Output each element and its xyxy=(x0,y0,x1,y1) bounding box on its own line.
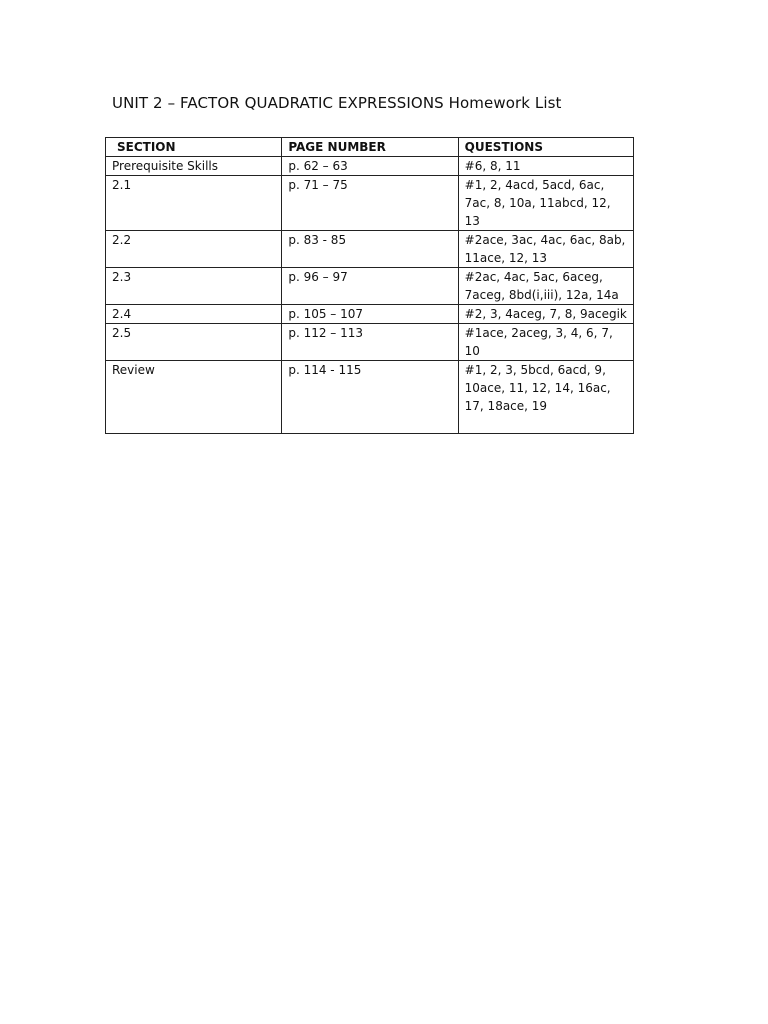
table-row xyxy=(106,231,634,268)
table-header-row xyxy=(106,138,634,157)
cell-section: Review xyxy=(106,361,282,434)
cell-section: 2.1 xyxy=(106,176,282,231)
document-title: UNIT 2 – FACTOR QUADRATIC EXPRESSIONS Homework List xyxy=(112,94,562,112)
header-section: SECTION xyxy=(106,138,282,157)
cell-section: 2.4 xyxy=(106,305,282,324)
cell-page: p. 71 – 75 xyxy=(282,176,458,231)
cell-questions: #1, 2, 3, 5bcd, 6acd, 9, 10ace, 11, 12, 14, 16ac, 17, 18ace, 19 xyxy=(458,361,633,434)
cell-questions: #1ace, 2aceg, 3, 4, 6, 7, 10 xyxy=(458,324,633,361)
cell-questions: #2ac, 4ac, 5ac, 6aceg, 7aceg, 8bd(i,iii), 12a, 14a xyxy=(458,268,633,305)
cell-questions: #6, 8, 11 xyxy=(458,157,633,176)
cell-page: p. 96 – 97 xyxy=(282,268,458,305)
cell-questions: #2, 3, 4aceg, 7, 8, 9acegik xyxy=(458,305,633,324)
cell-section: 2.3 xyxy=(106,268,282,305)
table-row xyxy=(106,176,634,231)
cell-section: Prerequisite Skills xyxy=(106,157,282,176)
table-row xyxy=(106,324,634,361)
cell-questions: #2ace, 3ac, 4ac, 6ac, 8ab, 11ace, 12, 13 xyxy=(458,231,633,268)
cell-questions: #1, 2, 4acd, 5acd, 6ac, 7ac, 8, 10a, 11abcd, 12, 13 xyxy=(458,176,633,231)
table-row xyxy=(106,157,634,176)
cell-page: p. 105 – 107 xyxy=(282,305,458,324)
table-row xyxy=(106,361,634,434)
cell-section: 2.5 xyxy=(106,324,282,361)
cell-page: p. 83 - 85 xyxy=(282,231,458,268)
cell-section: 2.2 xyxy=(106,231,282,268)
homework-table xyxy=(105,137,634,434)
table-row xyxy=(106,305,634,324)
cell-page: p. 114 - 115 xyxy=(282,361,458,434)
cell-page: p. 62 – 63 xyxy=(282,157,458,176)
cell-page: p. 112 – 113 xyxy=(282,324,458,361)
table-row xyxy=(106,268,634,305)
header-questions: QUESTIONS xyxy=(458,138,633,157)
header-page-number: PAGE NUMBER xyxy=(282,138,458,157)
